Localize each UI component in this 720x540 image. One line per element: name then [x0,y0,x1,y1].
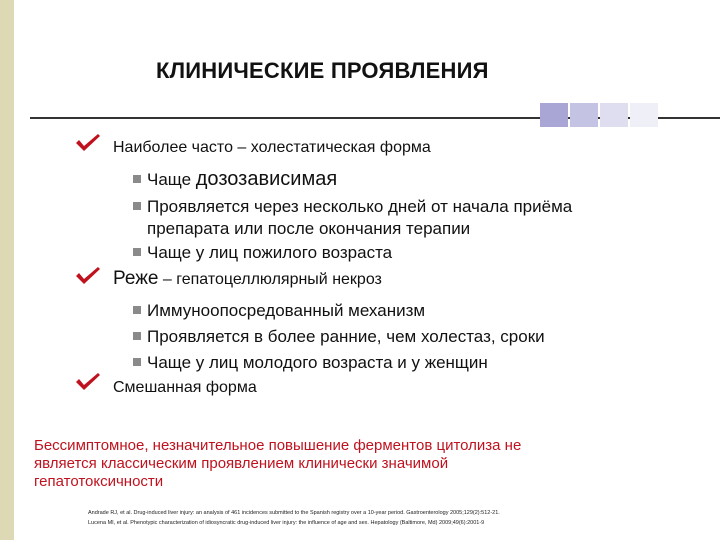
sub-item-immune: Иммуноопосредованный механизм [133,300,425,322]
square-bullet-icon [133,358,141,366]
square-decoration [540,103,568,127]
square-bullet-icon [133,248,141,256]
sub-item-onset: Проявляется через несколько дней от начала приёма [133,196,572,218]
sidebar-stripe [0,0,14,540]
reference-1: Andrade RJ, et al. Drug-induced liver injury: an analysis of 461 incidences submitted to the Spanish registry over a 10-year period. Gastroenterology 2005;129(2):512-21. [88,510,500,516]
sub-item-onset-cont: препарата или после окончания терапии [147,219,471,238]
sub-item-elderly: Чаще у лиц пожилого возраста [133,242,392,264]
square-bullet-icon [133,306,141,314]
checkmark-icon [74,134,102,154]
list-item-cholestatic: Наиболее часто – холестатическая форма [113,139,431,156]
sub-item-dose-dependent: Чаще дозозависимая [133,168,337,191]
slide-title: КЛИНИЧЕСКИЕ ПРОЯВЛЕНИЯ [156,58,489,83]
checkmark-icon [74,373,102,393]
square-decoration [630,103,658,127]
reference-2: Lucena MI, et al. Phenotypic characterization of idiosyncratic drug-induced liver injury: the influence of age and sex. Hepatology (Baltimore, Md) 2009;49(6):2001-9 [88,520,485,526]
checkmark-icon [74,267,102,287]
highlight-note: Бессимптомное, незначительное повышение ферментов цитолиза не является классическим проявлением клинически значимой гепатотоксичности [34,437,522,490]
square-bullet-icon [133,175,141,183]
square-bullet-icon [133,202,141,210]
square-decoration [570,103,598,127]
list-item-hepatocellular: Реже – гепатоцеллюлярный некроз [113,268,382,289]
sub-item-young-women: Чаще у лиц молодого возраста и у женщин [133,352,488,374]
references [88,508,500,528]
square-bullet-icon [133,332,141,340]
sub-item-earlier: Проявляется в более ранние, чем холестаз, сроки [133,326,545,348]
list-item-mixed: Смешанная форма [113,379,257,396]
square-decoration [600,103,628,127]
